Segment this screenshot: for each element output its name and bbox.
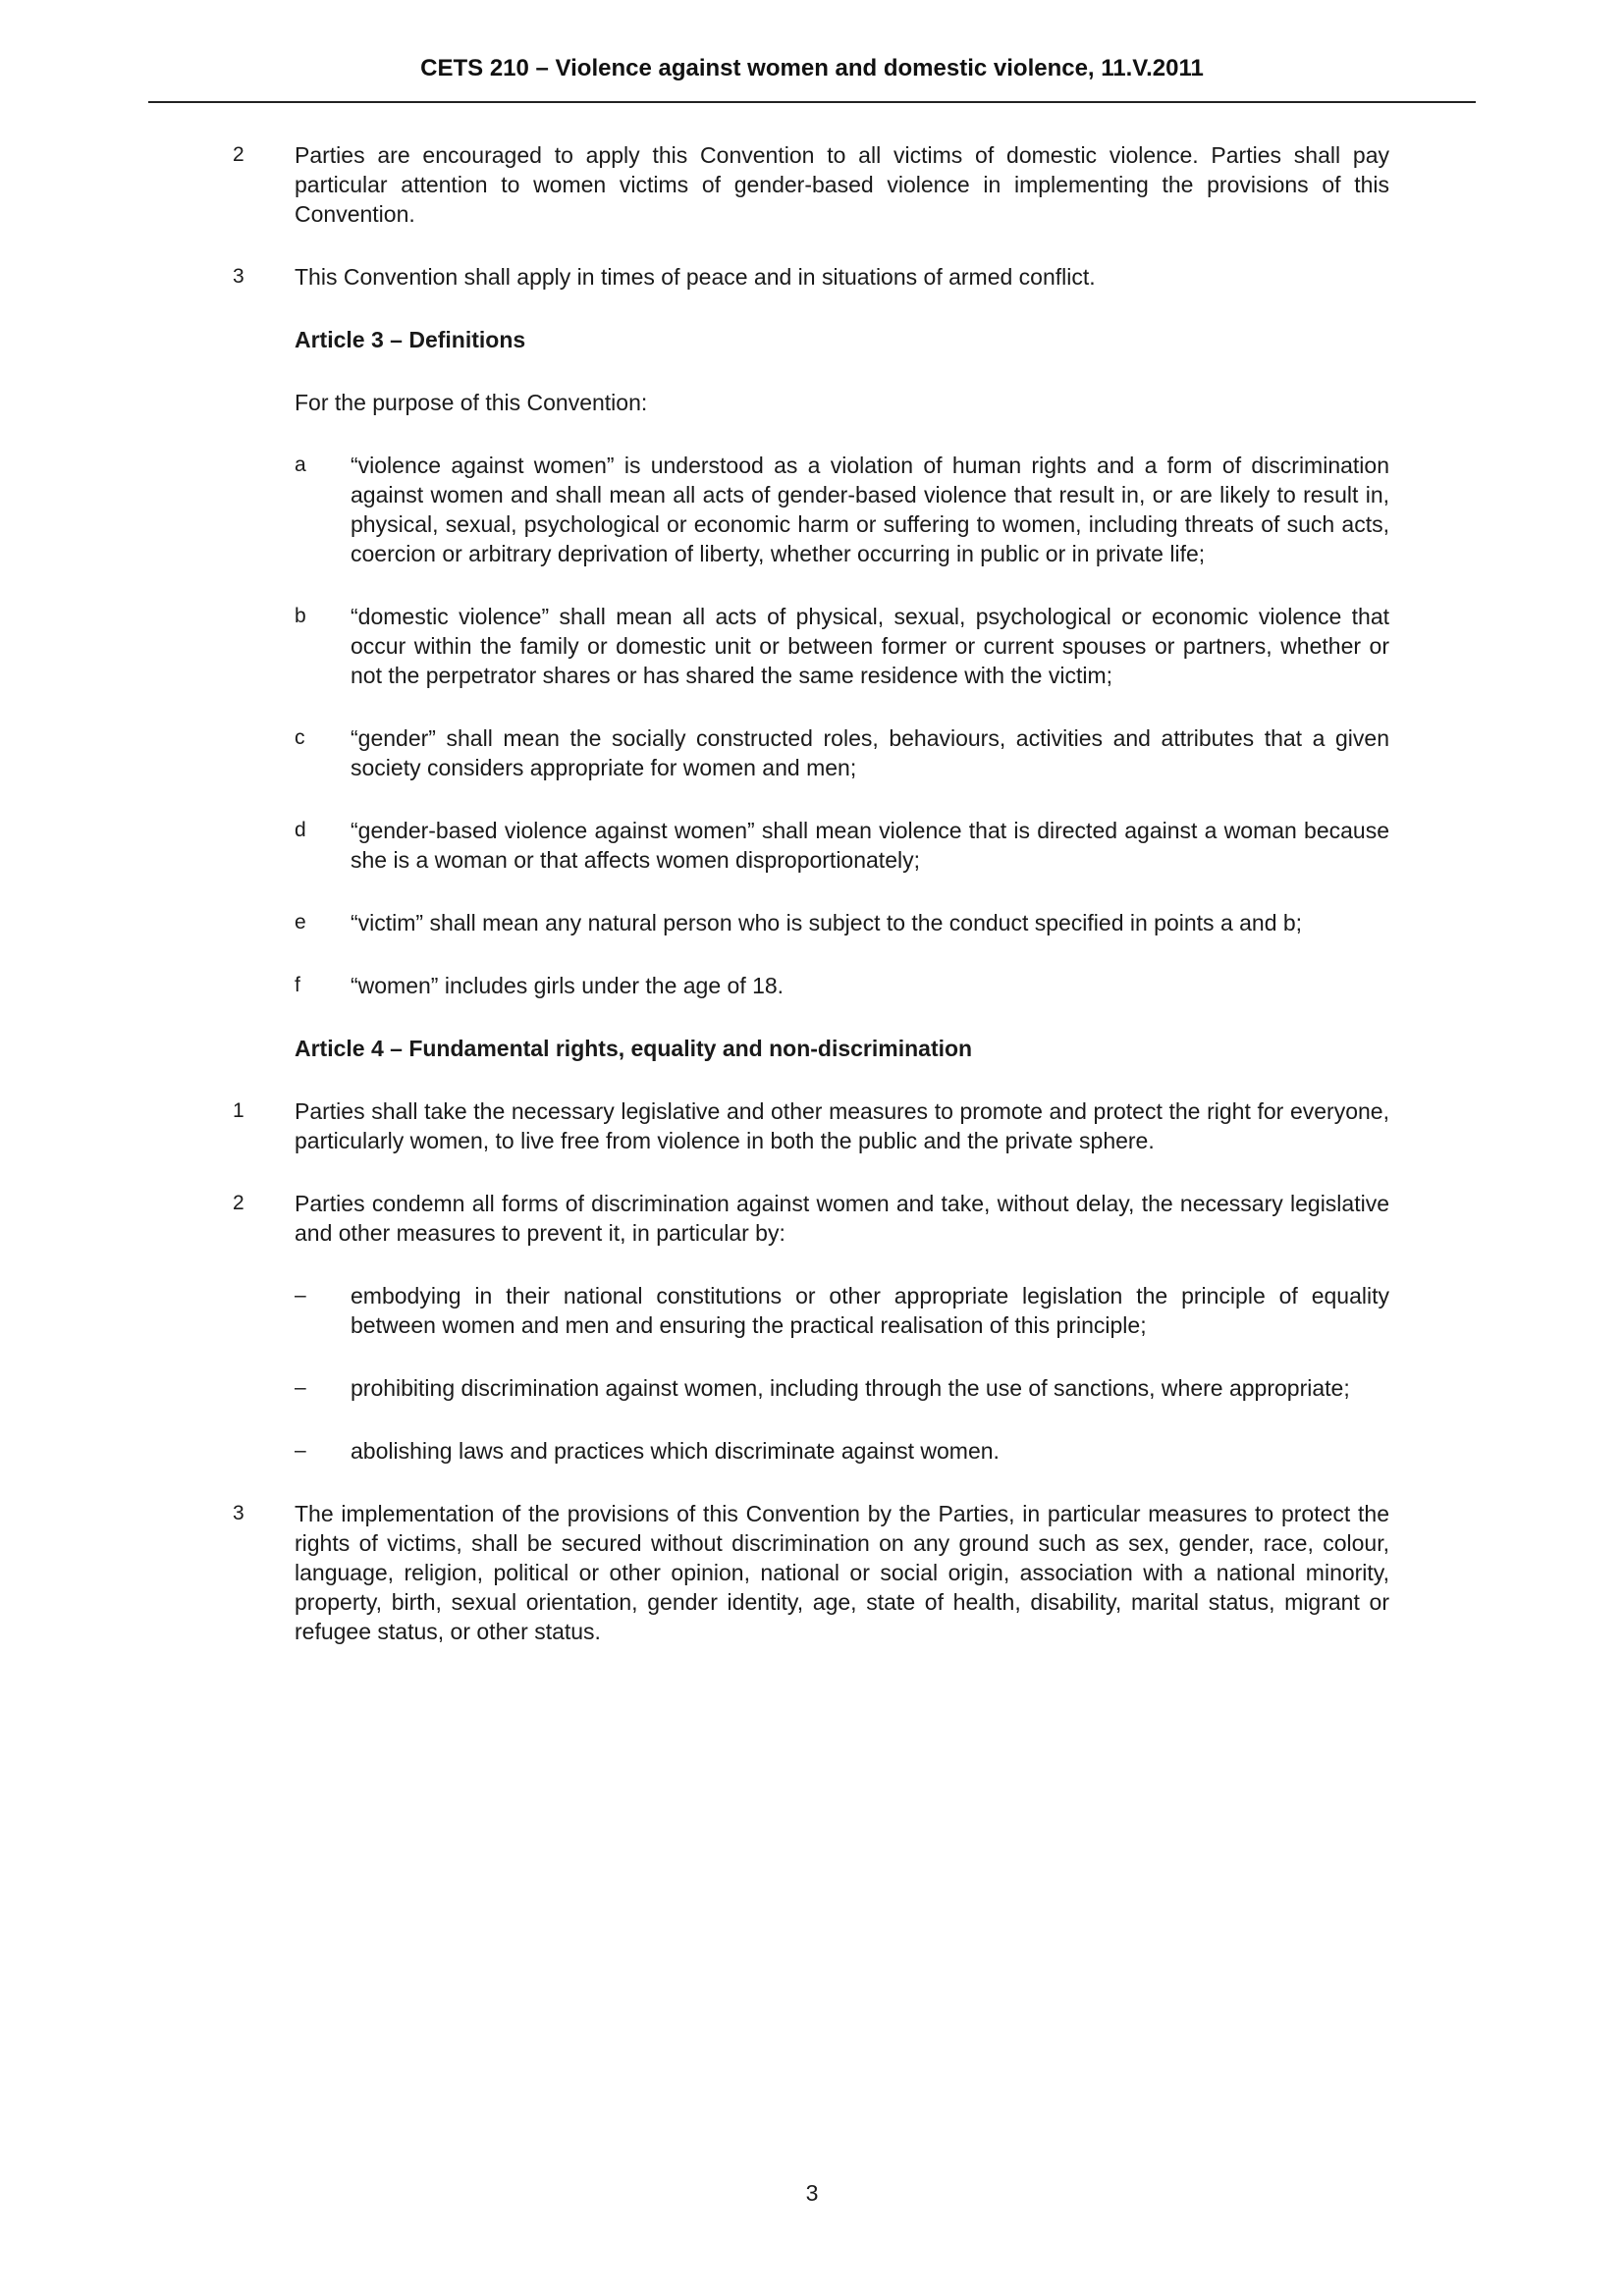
item-letter: b [295, 605, 306, 627]
numbered-paragraph [233, 1189, 1389, 1248]
item-text: prohibiting discrimination against women, including through the use of sanctions, where appropriate; [351, 1375, 1350, 1401]
item-text: embodying in their national constitutions or other appropriate legislation the principle of equality between women and men and ensuring the practical realisation of this principle; [351, 1283, 1389, 1338]
dash-item [295, 1373, 1389, 1403]
article-heading [295, 325, 1389, 354]
item-letter: c [295, 726, 305, 749]
item-dash: – [295, 1376, 306, 1399]
numbered-paragraph [233, 262, 1389, 292]
paragraph-number: 3 [233, 1502, 244, 1524]
item-letter: e [295, 911, 306, 934]
lettered-item [295, 908, 1389, 937]
item-letter: f [295, 974, 300, 996]
lettered-item [295, 723, 1389, 782]
lettered-item [295, 816, 1389, 875]
paragraph-number: 2 [233, 143, 244, 166]
article-heading-text: Article 3 – Definitions [295, 327, 526, 352]
item-text: “victim” shall mean any natural person who is subject to the conduct specified in points a and b; [351, 910, 1303, 935]
numbered-paragraph [233, 1499, 1389, 1646]
paragraph-number: 3 [233, 265, 244, 288]
lettered-item [295, 602, 1389, 690]
page-number: 3 [805, 2180, 819, 2206]
item-letter: d [295, 819, 306, 841]
lettered-item [295, 451, 1389, 568]
item-text: “women” includes girls under the age of 18. [351, 973, 785, 998]
item-text: “domestic violence” shall mean all acts of physical, sexual, psychological or economic violence that occur within the family or domestic unit or between former or current spouses or partners, whether or not the perpetrator shares or has shared the same residence with the victim; [351, 604, 1389, 688]
numbered-paragraph [233, 1096, 1389, 1155]
paragraph-text: Parties are encouraged to apply this Convention to all victims of domestic violence. Parties shall pay particular attention to women victims of gender-based violence in implementing the provisions of this Convention. [295, 142, 1389, 227]
dash-item [295, 1436, 1389, 1466]
article-heading [295, 1034, 1389, 1063]
paragraph-text: For the purpose of this Convention: [295, 390, 648, 415]
article-heading-text: Article 4 – Fundamental rights, equality and non-discrimination [295, 1036, 973, 1061]
document-body [0, 103, 1624, 1646]
paragraph-text: Parties shall take the necessary legislative and other measures to promote and protect the right for everyone, particularly women, to live free from violence in both the public and the private sphere. [295, 1098, 1389, 1153]
paragraph-text: Parties condemn all forms of discrimination against women and take, without delay, the necessary legislative and other measures to prevent it, in particular by: [295, 1191, 1389, 1246]
item-letter: a [295, 454, 306, 476]
dash-item [295, 1281, 1389, 1340]
item-text: “gender-based violence against women” shall mean violence that is directed against a woman because she is a woman or that affects women disproportionately; [351, 818, 1389, 873]
document-header-title: CETS 210 – Violence against women and domestic violence, 11.V.2011 [420, 55, 1204, 81]
item-dash: – [295, 1439, 306, 1462]
item-text: “gender” shall mean the socially constructed roles, behaviours, activities and attributes that a given society considers appropriate for women and men; [351, 725, 1389, 780]
numbered-paragraph [233, 140, 1389, 229]
paragraph-text: This Convention shall apply in times of peace and in situations of armed conflict. [295, 264, 1096, 290]
paragraph-number: 1 [233, 1099, 244, 1122]
item-text: “violence against women” is understood as a violation of human rights and a form of discrimination against women and shall mean all acts of gender-based violence that result in, or are likely to result in, physical, sexual, psychological or economic harm or suffering to women, including threats of such acts, coercion or arbitrary deprivation of liberty, whether occurring in public or in private life; [351, 453, 1389, 566]
item-text: abolishing laws and practices which discriminate against women. [351, 1438, 1000, 1464]
lettered-item [295, 971, 1389, 1000]
intro-paragraph [295, 388, 1389, 417]
paragraph-text: The implementation of the provisions of this Convention by the Parties, in particular measures to protect the rights of victims, shall be secured without discrimination on any ground such as sex, gender, race, colour, language, religion, political or other opinion, national or social origin, association with a national minority, property, birth, sexual orientation, gender identity, age, state of health, disability, marital status, migrant or refugee status, or other status. [295, 1501, 1389, 1644]
item-dash: – [295, 1284, 306, 1307]
paragraph-number: 2 [233, 1192, 244, 1214]
